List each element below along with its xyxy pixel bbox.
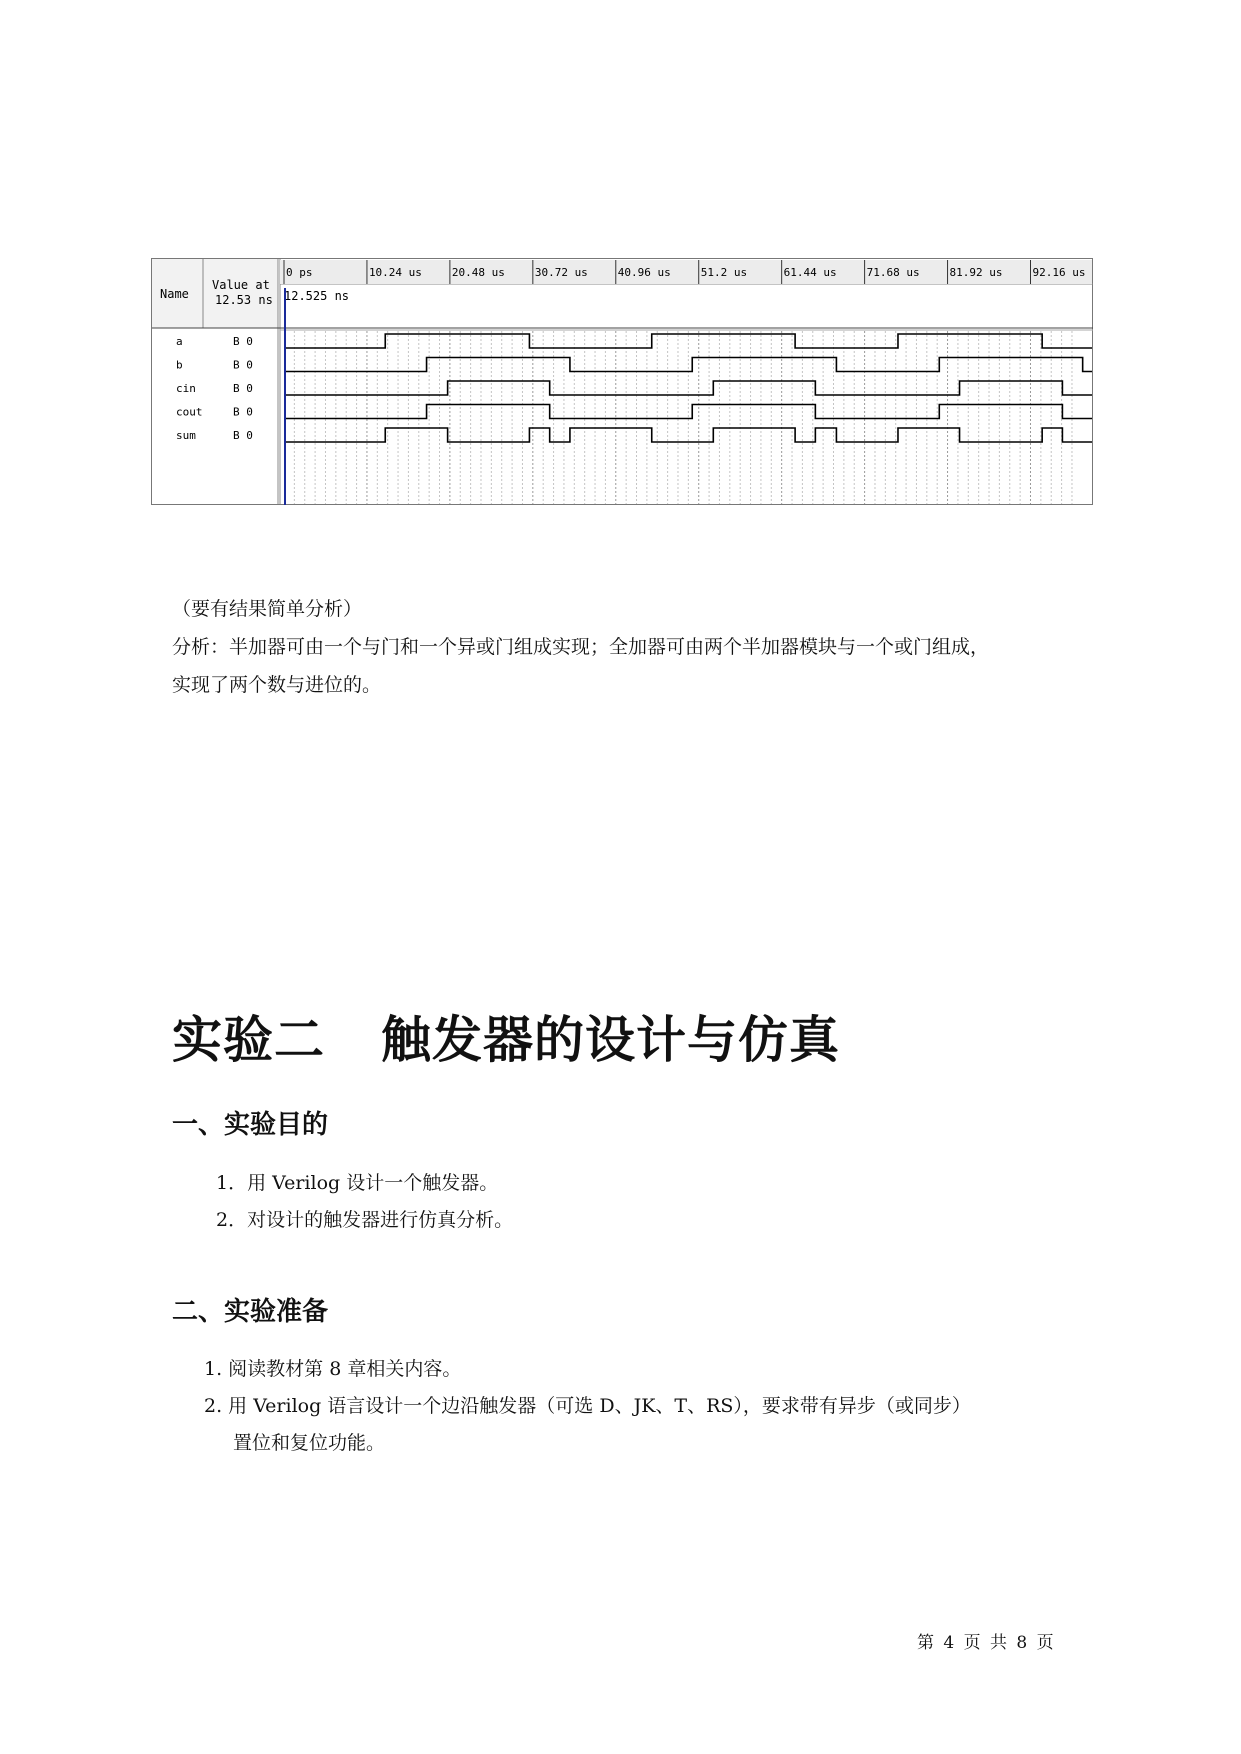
signal-value-b: B 0 [233,358,253,372]
purpose-item-1: 1．用 Verilog 设计一个触发器。 [216,1172,499,1194]
preparation-item-2-line-1: 2. 用 Verilog 语言设计一个边沿触发器（可选 D、JK、T、RS），要求带有异步（或同步） [204,1395,971,1417]
preparation-item-1: 1. 阅读教材第 8 章相关内容。 [204,1358,462,1380]
experiment-title [172,1007,840,1073]
signal-value-cout: B 0 [233,405,253,419]
signal-name-cin[interactable]: cin [176,382,196,395]
signal-value-a: B 0 [233,335,253,348]
signal-name-b[interactable]: b [176,358,183,372]
time-tick-label: 0 ps [286,266,313,279]
section-purpose-heading: 一、实验目的 [172,1110,329,1140]
value-column-header-line1: Value at [212,278,270,292]
cursor-time-label: 12.525 ns [284,289,350,303]
section-preparation-heading: 二、实验准备 [172,1297,329,1327]
page-footer: 第 4 页 共 8 页 [917,1633,1054,1653]
analysis-line-2: 实现了两个数与进位的。 [172,674,382,696]
time-tick-label: 30.72 us [534,266,588,279]
time-tick-label: 40.96 us [617,266,671,279]
time-tick-label: 51.2 us [700,266,748,279]
time-tick-label: 71.68 us [866,266,920,279]
signal-name-sum[interactable]: sum [176,429,196,442]
signal-value-cin: B 0 [233,382,253,395]
name-column-header: Name [160,287,189,301]
experiment-number: 实验二 [172,1011,325,1069]
signal-name-cout[interactable]: cout [176,405,203,419]
time-tick-label: 92.16 us [1032,266,1086,279]
time-tick-label: 10.24 us [368,266,422,279]
time-tick-label: 61.44 us [783,266,837,279]
value-column-header-line2: 12.53 ns [215,293,273,307]
signal-value-sum: B 0 [233,429,253,442]
preparation-item-2-line-2: 置位和复位功能。 [233,1432,386,1454]
analysis-line-1: 分析：半加器可由一个与门和一个异或门组成实现；全加器可由两个半加器模块与一个或门组成， [172,636,990,658]
simulation-waveform [151,258,1093,505]
time-tick-label: 20.48 us [451,266,505,279]
time-tick-label: 81.92 us [949,266,1003,279]
purpose-item-2: 2．对设计的触发器进行仿真分析。 [216,1209,514,1231]
analysis-note: （要有结果简单分析） [172,598,363,620]
signal-name-a[interactable]: a [176,335,183,348]
experiment-name: 触发器的设计与仿真 [381,1011,840,1069]
